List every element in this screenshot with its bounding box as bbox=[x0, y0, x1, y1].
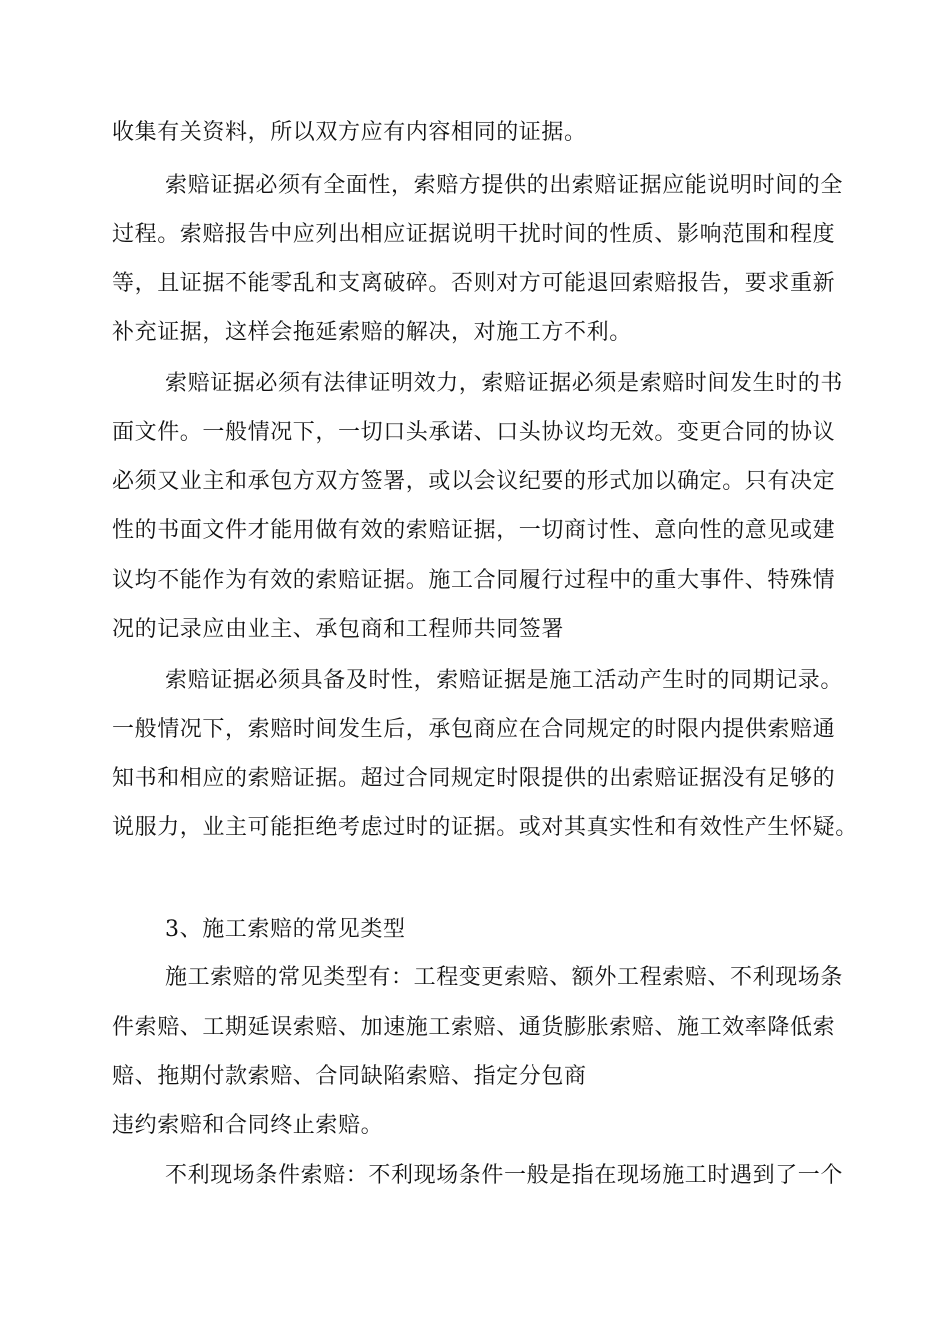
text-line: 说服力，业主可能拒绝考虑过时的证据。或对其真实性和有效性产生怀疑。 bbox=[112, 815, 858, 840]
text-line: 违约索赔和合同终止索赔。 bbox=[112, 1113, 384, 1138]
text-line: 索赔证据必须具备及时性，索赔证据是施工活动产生时的同期记录。 bbox=[165, 668, 844, 693]
text-line: 补充证据，这样会拖延索赔的解决，对施工方不利。 bbox=[112, 320, 632, 345]
text-line: 施工索赔的常见类型有：工程变更索赔、额外工程索赔、不利现场条 bbox=[165, 965, 844, 990]
text-line: 收集有关资料，所以双方应有内容相同的证据。 bbox=[112, 120, 587, 145]
text-line: 件索赔、工期延误索赔、加速施工索赔、通货膨胀索赔、施工效率降低索 bbox=[112, 1015, 836, 1040]
text-line: 必须又业主和承包方双方签署，或以会议纪要的形式加以确定。只有决定 bbox=[112, 469, 836, 494]
text-line: 赔、拖期付款索赔、合同缺陷索赔、指定分包商 bbox=[112, 1064, 587, 1089]
text-line: 一般情况下，索赔时间发生后，承包商应在合同规定的时限内提供索赔通 bbox=[112, 717, 836, 742]
text-line: 等，且证据不能零乱和支离破碎。否则对方可能退回索赔报告，要求重新 bbox=[112, 271, 836, 296]
text-line: 不利现场条件索赔：不利现场条件一般是指在现场施工时遇到了一个 bbox=[165, 1163, 844, 1188]
section-heading: 3、施工索赔的常见类型 bbox=[165, 917, 406, 942]
text-line: 索赔证据必须有法律证明效力，索赔证据必须是索赔时间发生时的书 bbox=[165, 371, 844, 396]
text-line: 过程。索赔报告中应列出相应证据说明干扰时间的性质、影响范围和程度 bbox=[112, 222, 836, 247]
text-line: 况的记录应由业主、承包商和工程师共同签署 bbox=[112, 617, 565, 642]
text-line: 面文件。一般情况下，一切口头承诺、口头协议均无效。变更合同的协议 bbox=[112, 420, 836, 445]
text-line: 性的书面文件才能用做有效的索赔证据，一切商讨性、意向性的意见或建 bbox=[112, 518, 836, 543]
text-line: 索赔证据必须有全面性，索赔方提供的出索赔证据应能说明时间的全 bbox=[165, 173, 844, 198]
text-line: 知书和相应的索赔证据。超过合同规定时限提供的出索赔证据没有足够的 bbox=[112, 766, 836, 791]
text-line: 议均不能作为有效的索赔证据。施工合同履行过程中的重大事件、特殊情 bbox=[112, 568, 836, 593]
